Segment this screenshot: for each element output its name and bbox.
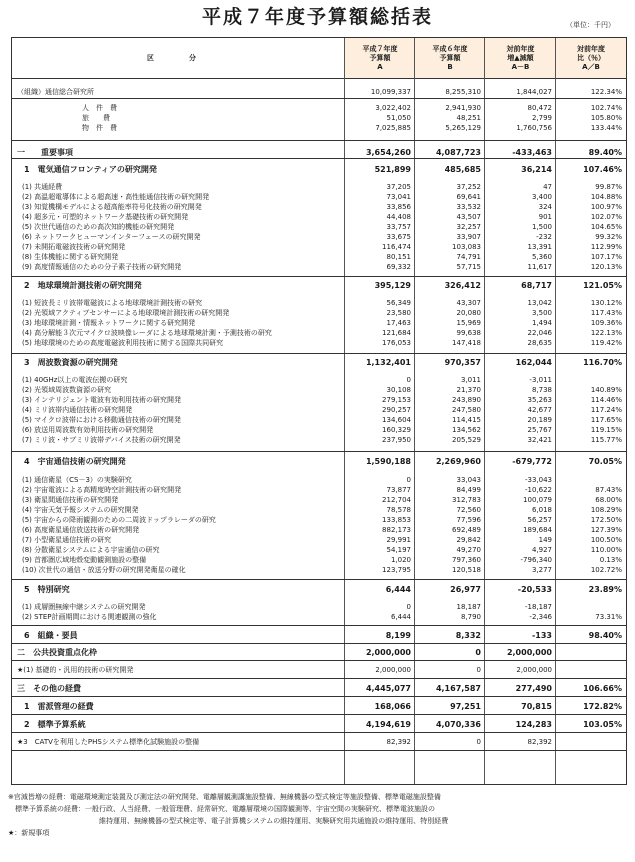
row-divider [12,660,626,661]
cell-n1: 395,129 [374,281,411,290]
cell-n4: 127.39% [590,526,622,534]
row-label: 人 件 費 [82,104,117,112]
table-body [12,78,626,784]
row-divider [12,643,626,644]
cell-n3: 149 [538,536,552,544]
row-divider [12,678,626,679]
cell-n2: 134,562 [452,426,481,434]
cell-n4: 140.89% [590,386,622,394]
cell-n3: -20,533 [517,585,552,594]
cell-n3: 70,815 [521,702,552,711]
cell-n1: 1,132,401 [365,358,411,367]
cell-n4: 104.88% [590,193,622,201]
cell-n2: 103,083 [452,243,481,251]
cell-n3: 13,042 [527,299,552,307]
cell-n4: 172.50% [590,516,622,524]
cell-n1: 6,444 [390,613,411,621]
cell-n3: 47 [543,183,552,191]
footnote-line: ★：新規事項 [8,829,50,837]
cell-n1: 78,578 [386,506,411,514]
cell-n2: 0 [476,666,481,674]
cell-n1: 521,899 [374,165,411,174]
cell-n3: -433,463 [512,148,552,157]
row-label: (2) 光領域アクティブセンサーによる地球環境計測技術の研究開発 [22,309,230,317]
row-label: (5) マイクロ波帯における移動通信技術の研究開発 [22,416,181,424]
cell-n4: 104.65% [590,223,622,231]
budget-table [11,37,627,785]
cell-n1: 3,654,260 [365,148,411,157]
cell-n1: 80,151 [386,253,411,261]
row-label: (7) 小型衛星通信技術の研究 [22,536,112,544]
row-label: 物 件 費 [82,124,117,132]
cell-n2: 8,790 [460,613,481,621]
cell-n3: 80,472 [527,104,552,112]
row-label: (6) 放送用周波数有効利用技術の研究開発 [22,426,154,434]
row-label: (2) STEP計画期間における関連観測の強化 [22,613,157,621]
cell-n4: 99.32% [595,233,622,241]
cell-n1: 23,580 [386,309,411,317]
cell-n1: 279,153 [382,396,411,404]
cell-n2: 43,507 [456,213,481,221]
cell-n3: 901 [538,213,552,221]
cell-n1: 2,000,000 [365,648,411,657]
cell-n4: 121.05% [583,281,622,290]
cell-n4: 119.15% [590,426,622,434]
cell-n3: -133 [531,631,552,640]
cell-n3: -3,011 [529,376,552,384]
cell-n2: 243,890 [452,396,481,404]
row-label: ★3 CATVを利用したPHSシステム標準化試験施設の整備 [17,738,200,746]
cell-n3: 11,617 [527,263,552,271]
cell-n2: 37,252 [456,183,481,191]
row-label: (7) 未開拓電磁波技術の研究開発 [22,243,126,251]
row-label: (6) ネットワークヒューマンインターフェースの研究開発 [22,233,201,241]
cell-n4: 73.31% [595,613,622,621]
cell-n3: 82,392 [527,738,552,746]
row-label: (1) 通信衛星（CS－3）の実験研究 [22,476,132,484]
cell-n1: 10,099,337 [370,88,411,96]
cell-n1: 73,041 [386,193,411,201]
table-header [12,38,626,79]
cell-n3: -232 [536,233,552,241]
cell-n3: 162,044 [515,358,552,367]
cell-n3: 1,494 [531,319,552,327]
cell-n3: 3,277 [531,566,552,574]
cell-n1: 123,795 [382,566,411,574]
cell-n2: 49,270 [456,546,481,554]
cell-n3: 25,767 [527,426,552,434]
cell-n2: 2,941,930 [445,104,481,112]
row-label: 一 重要事項 [17,148,73,157]
cell-n2: 33,043 [456,476,481,484]
cell-n4: 0.13% [599,556,622,564]
cell-n1: 168,066 [374,702,411,711]
cell-n1: 134,604 [382,416,411,424]
cell-n2: 797,360 [452,556,481,564]
cell-n2: 18,187 [456,603,481,611]
cell-n1: 33,675 [386,233,411,241]
row-label: (4) 宇宙天気予報システムの研究開発 [22,506,139,514]
cell-n2: 0 [476,738,481,746]
cell-n4: 89.40% [588,148,622,157]
row-label: (4) 超多元・可塑的ネットワーク基礎技術の研究開発 [22,213,189,221]
header-fy6-budget: 平成６年度 予算額 B [415,38,485,78]
unit-note: （単位：千円） [566,21,615,29]
cell-n2: 2,269,960 [435,457,481,466]
cell-n3: 6,018 [531,506,552,514]
cell-n3: 32,421 [527,436,552,444]
cell-n4: 117.24% [590,406,622,414]
cell-n1: 17,463 [386,319,411,327]
cell-n1: 69,332 [386,263,411,271]
cell-n3: 13,391 [527,243,552,251]
cell-n3: 100,079 [523,496,552,504]
row-label: (2) 光領域周波数資源の研究 [22,386,112,394]
cell-n1: 73,877 [386,486,411,494]
cell-n3: -2,346 [529,613,552,621]
cell-n1: 54,197 [386,546,411,554]
cell-n1: 51,050 [386,114,411,122]
cell-n2: 205,529 [452,436,481,444]
cell-n3: 1,760,756 [516,124,552,132]
row-label: (4) 高分解能３次元マイクロ波映像レーダによる地球環境計測・予測技術の研究 [22,329,272,337]
cell-n2: 57,715 [456,263,481,271]
cell-n3: -33,043 [524,476,552,484]
cell-n4: 122.34% [590,88,622,96]
row-label: (5) 地球環境のための高度電磁波利用技術に関する国際共同研究 [22,339,224,347]
cell-n2: 485,685 [444,165,481,174]
cell-n4: 115.77% [590,436,622,444]
row-label: 三 その他の経費 [17,684,81,693]
cell-n3: 2,000,000 [516,666,552,674]
row-label: 1 電気通信フロンティアの研究開発 [24,165,157,174]
cell-n2: 48,251 [456,114,481,122]
cell-n1: 0 [406,603,411,611]
cell-n4: 107.46% [583,165,622,174]
cell-n4: 98.40% [588,631,622,640]
cell-n1: 176,053 [382,339,411,347]
cell-n3: 68,717 [521,281,552,290]
cell-n2: 33,907 [456,233,481,241]
cell-n2: 326,412 [444,281,481,290]
cell-n4: 105.80% [590,114,622,122]
cell-n3: 56,257 [527,516,552,524]
cell-n2: 312,783 [452,496,481,504]
cell-n3: 4,927 [531,546,552,554]
cell-n1: 6,444 [385,585,411,594]
row-divider [12,276,626,277]
row-divider [12,714,626,715]
row-label: (1) 短波長ミリ波帯電磁波による地球環境計測技術の研究 [22,299,203,307]
cell-n3: -679,772 [512,457,552,466]
cell-n3: 1,500 [531,223,552,231]
cell-n3: 3,400 [531,193,552,201]
cell-n2: 114,415 [452,416,481,424]
row-label: (1) 共通経費 [22,183,63,191]
cell-n1: 4,445,077 [365,684,411,693]
cell-n2: 3,011 [460,376,481,384]
row-label: (4) ミリ波帯内通信技術の研究開発 [22,406,133,414]
cell-n1: 133,853 [382,516,411,524]
row-divider [12,696,626,697]
row-divider [12,579,626,580]
cell-n1: 82,392 [386,738,411,746]
cell-n1: 121,684 [382,329,411,337]
row-label: (2) 宇宙電波による高精度時空計測技術の研究開発 [22,486,182,494]
row-label: (10) 次世代の通信・放送分野の研究開発衛星の確化 [22,566,186,574]
cell-n2: 26,977 [450,585,481,594]
row-label: 3 周波数資源の研究開発 [24,358,118,367]
cell-n4: 130.12% [590,299,622,307]
row-label: (1) 成層圏無線中継システムの研究開発 [22,603,146,611]
cell-n2: 4,167,587 [435,684,481,693]
header-category: 区 分 [147,53,210,62]
cell-n2: 692,489 [452,526,481,534]
cell-n2: 20,080 [456,309,481,317]
cell-n1: 4,194,619 [365,720,411,729]
cell-n2: 247,580 [452,406,481,414]
cell-n3: 36,214 [521,165,552,174]
cell-n2: 29,842 [456,536,481,544]
row-label: (7) ミリ波・サブミリ波帯デバイス技術の研究開発 [22,436,181,444]
cell-n2: 77,596 [456,516,481,524]
cell-n1: 1,590,188 [365,457,411,466]
row-label: (6) 高度衛星通信放送技術の研究開発 [22,526,140,534]
cell-n1: 44,408 [386,213,411,221]
row-label: (9) 首都圏広域地殻変動観測施設の整備 [22,556,147,564]
row-label: ★(1) 基礎的・汎用的技術の研究開発 [17,666,134,674]
cell-n1: 37,205 [386,183,411,191]
cell-n1: 237,950 [382,436,411,444]
cell-n1: 33,757 [386,223,411,231]
cell-n4: 117.43% [590,309,622,317]
cell-n2: 99,638 [456,329,481,337]
header-fy7-budget: 平成７年度 予算額 A [345,38,415,78]
footnote-line: 維持運用、無線機器の型式検定等、電子計算機システムの維持運用、実験研究用共通施設の維持運用、特別経費 [8,817,449,825]
cell-n2: 4,070,336 [435,720,481,729]
cell-n3: 124,283 [515,720,552,729]
cell-n3: 277,490 [515,684,552,693]
footnote-line: ※官減皆増の経費：電磁環境測定装置及び測定法の研究開発、電離層観測講施設整備、無線機器の型式検定等施設整備、標準電磁施設整備 [8,793,441,801]
cell-n1: 0 [406,476,411,484]
cell-n1: 0 [406,376,411,384]
row-label: (8) 分散衛星システムによる宇宙通信の研究 [22,546,160,554]
row-divider [12,750,626,751]
cell-n2: 147,418 [452,339,481,347]
row-label: (2) 高温超電導体による超高速・高性能通信技術の研究開発 [22,193,210,201]
cell-n3: 189,684 [523,526,552,534]
cell-n2: 8,255,310 [445,88,481,96]
cell-n2: 69,641 [456,193,481,201]
cell-n4: 102.07% [590,213,622,221]
cell-n1: 33,856 [386,203,411,211]
cell-n4: 23.89% [588,585,622,594]
cell-n1: 160,329 [382,426,411,434]
cell-n4: 108.29% [590,506,622,514]
cell-n2: 5,265,129 [445,124,481,132]
cell-n1: 882,173 [382,526,411,534]
cell-n1: 3,022,402 [375,104,411,112]
cell-n2: 0 [475,648,481,657]
cell-n3: -18,187 [524,603,552,611]
cell-n2: 32,257 [456,223,481,231]
row-label: 2 標準予算系統 [24,720,86,729]
row-label: (3) 知覚機構モデルによる超高能率符号化技術の研究開発 [22,203,202,211]
cell-n2: 120,518 [452,566,481,574]
cell-n2: 8,332 [455,631,481,640]
row-divider [12,140,626,141]
cell-n3: 1,844,027 [516,88,552,96]
cell-n4: 70.05% [588,457,622,466]
cell-n4: 99.87% [595,183,622,191]
cell-n2: 74,791 [456,253,481,261]
cell-n3: -796,340 [520,556,552,564]
row-label: (5) 次世代通信のための高次知的機能の研究開発 [22,223,175,231]
cell-n3: 20,189 [527,416,552,424]
row-label: 旅 費 [82,114,110,122]
cell-n3: -10,622 [524,486,552,494]
cell-n3: 22,046 [527,329,552,337]
row-label: 4 宇宙通信技術の研究開発 [24,457,126,466]
row-label: 2 地球環境計測技術の研究開発 [24,281,142,290]
cell-n4: 68.00% [595,496,622,504]
cell-n4: 110.00% [590,546,622,554]
cell-n4: 114.46% [590,396,622,404]
cell-n3: 35,263 [527,396,552,404]
cell-n3: 28,635 [527,339,552,347]
cell-n4: 106.66% [583,684,622,693]
cell-n1: 290,257 [382,406,411,414]
row-label: 二 公共投資重点化枠 [17,648,97,657]
row-label: (3) 地球環境計測・情報ネットワークに関する研究開発 [22,319,196,327]
row-label: (3) インテリジェント電波有効利用技術の研究開発 [22,396,181,404]
row-divider [12,158,626,159]
cell-n2: 84,499 [456,486,481,494]
cell-n3: 2,799 [531,114,552,122]
cell-n4: 102.72% [590,566,622,574]
cell-n4: 102.74% [590,104,622,112]
row-label: (5) 宇宙からの降雨観測のための二周波ドップラレーダの研究 [22,516,216,524]
row-divider [12,451,626,452]
cell-n4: 119.42% [590,339,622,347]
header-ratio: 対前年度 比（％） A／B [556,38,626,78]
cell-n1: 2,000,000 [375,666,411,674]
cell-n2: 4,087,723 [435,148,481,157]
cell-n3: 324 [538,203,552,211]
cell-n2: 97,251 [450,702,481,711]
cell-n4: 109.36% [590,319,622,327]
cell-n4: 112.99% [590,243,622,251]
footnote-line: 標準予算系統の経費：一般行政、人当経費、一般管理費、経常研究、電離層環境の国際観測等、宇宙空間の実験研究、標準電波施設の [8,805,435,813]
cell-n4: 172.82% [583,702,622,711]
row-label: （組織）通信総合研究所 [17,88,94,96]
cell-n4: 120.13% [590,263,622,271]
cell-n2: 43,307 [456,299,481,307]
row-label: (8) 生体機能に関する研究開発 [22,253,119,261]
cell-n4: 87.43% [595,486,622,494]
row-divider [12,625,626,626]
cell-n3: 42,677 [527,406,552,414]
row-label: (9) 高度情報通信のための分子素子技術の研究開発 [22,263,182,271]
cell-n4: 103.05% [583,720,622,729]
row-divider [12,353,626,354]
cell-n1: 8,199 [385,631,411,640]
cell-n3: 3,500 [531,309,552,317]
row-label: 1 雷派管理の経費 [24,702,94,711]
cell-n2: 15,969 [456,319,481,327]
cell-n4: 117.65% [590,416,622,424]
cell-n1: 30,108 [386,386,411,394]
cell-n2: 33,532 [456,203,481,211]
cell-n4: 116.70% [583,358,622,367]
page-title: 平成７年度予算額総括表 [201,6,433,28]
header-diff: 対前年度 増▲減額 A－B [485,38,556,78]
cell-n1: 116,474 [382,243,411,251]
cell-n1: 29,991 [386,536,411,544]
cell-n1: 56,349 [386,299,411,307]
row-divider [12,732,626,733]
cell-n1: 7,025,885 [375,124,411,132]
cell-n2: 72,560 [456,506,481,514]
cell-n4: 133.44% [590,124,622,132]
cell-n3: 8,738 [531,386,552,394]
cell-n4: 100.50% [590,536,622,544]
cell-n4: 122.13% [590,329,622,337]
row-label: 6 組織・要員 [24,631,78,640]
cell-n4: 100.97% [590,203,622,211]
cell-n4: 107.17% [590,253,622,261]
row-label: 5 特別研究 [24,585,70,594]
row-label: (3) 衛星間通信技術の研究開発 [22,496,119,504]
cell-n2: 970,357 [444,358,481,367]
row-label: (1) 40GHz以上の電波伝搬の研究 [22,376,128,384]
cell-n3: 2,000,000 [506,648,552,657]
cell-n3: 5,360 [531,253,552,261]
row-divider [12,98,626,99]
cell-n1: 212,704 [382,496,411,504]
cell-n1: 1,020 [390,556,411,564]
cell-n2: 21,370 [456,386,481,394]
